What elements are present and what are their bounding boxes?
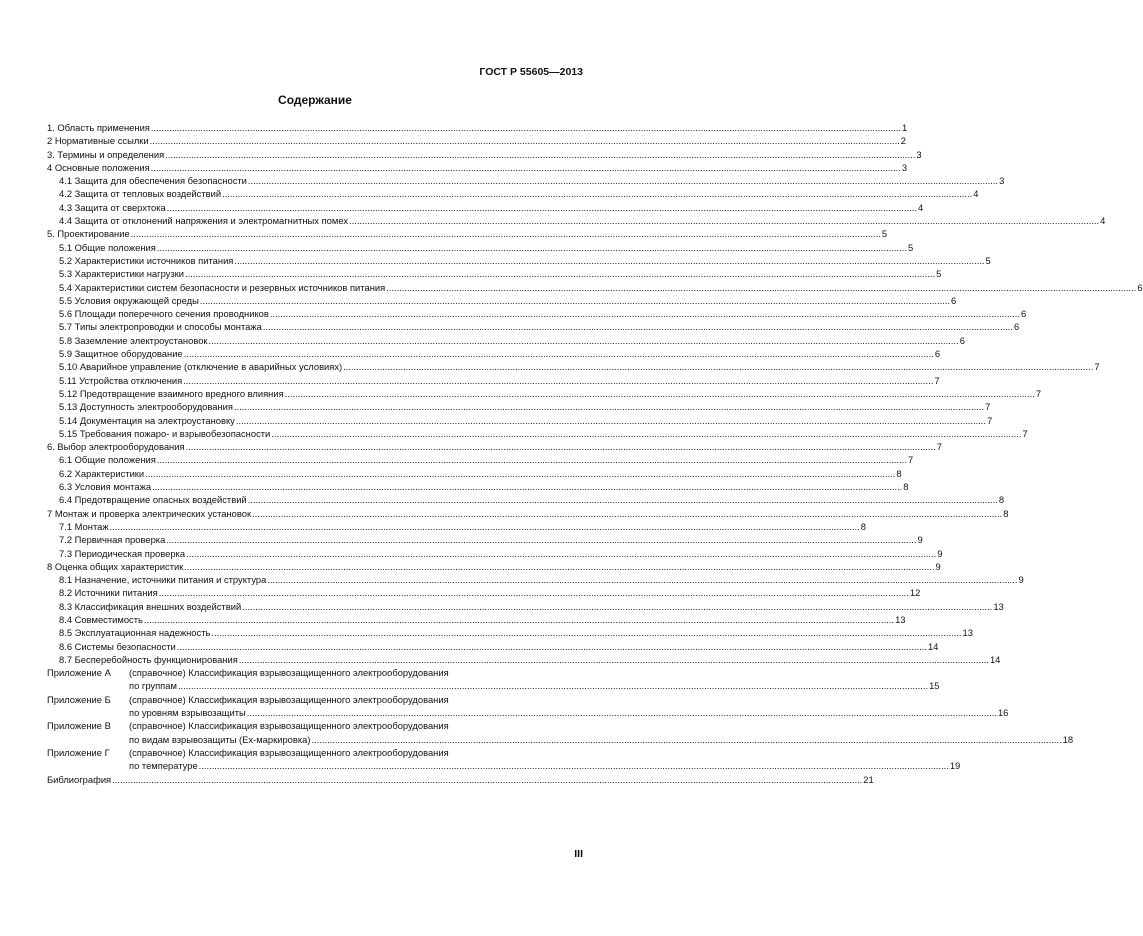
leader-dots: [151, 121, 901, 134]
toc-entry-page: 2: [900, 135, 907, 147]
toc-entry[interactable]: [47, 360, 1100, 373]
leader-dots: [242, 600, 992, 613]
leader-dots: [131, 227, 881, 240]
toc-entry-label: 5. Проектирование: [47, 228, 130, 240]
toc-entry[interactable]: [47, 520, 866, 533]
toc-appendix-body: [129, 693, 1008, 720]
leader-dots: [144, 613, 894, 626]
toc-appendix-subtitle: по уровням взрывозащиты: [129, 707, 246, 719]
toc-entry-page: 4: [973, 188, 979, 200]
leader-dots: [248, 174, 998, 187]
toc-entry[interactable]: [47, 453, 914, 466]
leader-dots: [252, 507, 1002, 520]
leader-dots: [234, 400, 984, 413]
toc-entry[interactable]: [47, 174, 1005, 187]
toc-entry-page: 8: [860, 520, 866, 532]
toc-entry-label: 1. Область применения: [47, 122, 150, 133]
toc-appendix-body: [129, 666, 940, 693]
toc-entry-label: 6. Выбор электрооборудования: [47, 441, 185, 453]
toc-entry-page: 8: [1003, 507, 1009, 519]
toc-appendix-page: 19: [949, 760, 961, 772]
leader-dots: [200, 294, 950, 307]
leader-dots: [248, 493, 998, 506]
leader-dots: [165, 148, 915, 161]
toc-bibliography[interactable]: [47, 773, 874, 786]
toc-entry-page: 13: [895, 613, 906, 625]
leader-dots: [157, 241, 907, 254]
toc-entry-label: 6.3 Условия монтажа: [59, 481, 152, 493]
leader-dots: [343, 360, 1093, 373]
toc-entry-page: 14: [989, 653, 1001, 665]
toc-entry-label: 8.5 Эксплуатационная надежность: [59, 627, 211, 639]
toc-entry-label: 5.1 Общие положения: [59, 241, 156, 253]
toc-entry-page: 5: [881, 228, 888, 240]
toc-appendices: [47, 666, 1074, 772]
toc-entry-label: 5.7 Типы электропроводки и способы монтажа: [59, 321, 262, 333]
toc-entry[interactable]: [47, 134, 907, 147]
leader-dots: [236, 414, 986, 427]
toc-entry-page: 4: [917, 201, 924, 213]
leader-dots: [184, 347, 934, 360]
toc-entry-page: 3: [916, 148, 922, 160]
toc-entry-page: 9: [917, 534, 923, 546]
toc-entry-label: 5.14 Документация на электроустановку: [59, 414, 235, 426]
toc-entry-label: 5.4 Характеристики систем безопасности и резервных источников питания: [59, 281, 386, 293]
toc-appendix-title-line1: (справочное) Классификация взрывозащищенного электрооборудования: [129, 720, 449, 732]
leader-dots: [199, 759, 949, 772]
toc-entry-label: 5.8 Заземление электроустановок: [59, 334, 208, 346]
leader-dots: [166, 533, 916, 546]
leader-dots: [263, 320, 1013, 333]
toc-bibliography-label: Библиография: [47, 773, 112, 785]
toc-entry-page: 1: [902, 122, 908, 133]
toc-entry-page: 4: [1100, 215, 1106, 227]
leader-dots: [150, 134, 900, 147]
toc-entry-page: 9: [937, 547, 943, 559]
toc-entry-page: 3: [901, 161, 908, 173]
toc-entry[interactable]: [47, 241, 914, 254]
toc-entry-label: 2 Нормативные ссылки: [47, 135, 149, 147]
toc-entry-page: 13: [993, 600, 1004, 612]
toc-appendix-body: [129, 719, 1073, 746]
toc-appendix-key: Приложение Г: [47, 746, 110, 758]
toc-entry-page: 13: [962, 627, 973, 639]
toc-entry-page: 6: [1137, 281, 1143, 293]
toc-entry-label: 5.5 Условия окружающей среды: [59, 294, 199, 306]
toc-entry-label: 7.3 Периодическая проверка: [59, 547, 186, 559]
toc-entry-page: 6: [1014, 321, 1020, 333]
toc-entry[interactable]: [47, 347, 941, 360]
toc-entry-page: 7: [1035, 387, 1042, 399]
toc-entry[interactable]: [47, 440, 942, 453]
toc-entry[interactable]: [47, 267, 942, 280]
toc-appendix-title-line2: [129, 706, 1008, 719]
leader-dots: [112, 773, 862, 786]
leader-dots: [270, 307, 1020, 320]
toc-appendix-title-line2: [129, 733, 1073, 746]
leader-dots: [186, 547, 936, 560]
toc-entry-label: 5.11 Устройства отключения: [59, 374, 183, 386]
toc-entry-page: 9: [935, 560, 941, 572]
toc-entry[interactable]: [47, 600, 1004, 613]
leader-dots: [209, 334, 959, 347]
toc-entry-label: 5.13 Доступность электрооборудования: [59, 401, 233, 413]
toc-entry[interactable]: [47, 148, 922, 161]
toc-entry[interactable]: [47, 254, 991, 267]
toc-entry-label: 6.1 Общие положения: [59, 454, 156, 466]
toc-entry-label: 5.3 Характеристики нагрузки: [59, 268, 184, 280]
toc-entry[interactable]: [47, 493, 1005, 506]
toc-entry-page: 7: [1022, 427, 1028, 439]
toc-appendix-subtitle: по температуре: [129, 760, 198, 772]
leader-dots: [178, 679, 928, 692]
toc-appendix-subtitle: по видам взрывозащиты (Ех-маркировка): [129, 733, 311, 745]
toc-entry[interactable]: [47, 400, 991, 413]
toc-entry-label: 5.12 Предотвращение взаимного вредного влияния: [59, 387, 284, 399]
leader-dots: [186, 440, 936, 453]
toc-entry-label: 8 Оценка общих характеристик: [47, 560, 184, 572]
toc-entry-label: 8.6 Системы безопасности: [59, 640, 176, 652]
toc-appendix-key: Приложение А: [47, 667, 111, 679]
toc-entry-page: 6: [1021, 308, 1027, 320]
toc-appendix-title-line1: (справочное) Классификация взрывозащищенного электрооборудования: [129, 693, 449, 705]
toc-entry[interactable]: [47, 387, 1042, 400]
toc-entries: [47, 121, 1143, 666]
toc-entry[interactable]: [47, 427, 1028, 440]
toc-appendix-title-line2: [129, 679, 940, 692]
toc-entry-page: 5: [985, 254, 991, 266]
toc-entry-label: 6.4 Предотвращение опасных воздействий: [59, 494, 247, 506]
toc-entry[interactable]: [47, 374, 940, 387]
toc-entry[interactable]: [47, 294, 957, 307]
toc-appendix[interactable]: [47, 746, 961, 773]
toc-entry-label: 4 Основные положения: [47, 161, 150, 173]
toc-appendix-title-line2: [129, 759, 960, 772]
toc-entry-label: 4.4 Защита от отклонений напряжения и электромагнитных помех: [59, 215, 349, 227]
leader-dots: [285, 387, 1035, 400]
toc-entry[interactable]: [47, 414, 993, 427]
leader-dots: [157, 453, 907, 466]
toc-entry-label: 8.1 Назначение, источники питания и структура: [59, 574, 267, 586]
leader-dots: [185, 267, 935, 280]
toc-entry-page: 3: [999, 175, 1005, 187]
toc-entry-label: 3. Термины и определения: [47, 148, 165, 160]
leader-dots: [184, 560, 934, 573]
toc-entry[interactable]: [47, 640, 939, 653]
toc-appendix[interactable]: [47, 719, 1074, 746]
toc-entry-label: 7 Монтаж и проверка электрических установок: [47, 507, 252, 519]
toc-entry-label: 4.2 Защита от тепловых воздействий: [59, 188, 222, 200]
page-title: Содержание: [278, 93, 352, 107]
toc-entry-page: 6: [951, 294, 957, 306]
toc-entry-page: 8: [903, 481, 909, 493]
leader-dots: [312, 733, 1062, 746]
leader-dots: [239, 653, 989, 666]
toc-entry-label: 5.6 Площади поперечного сечения проводников: [59, 308, 269, 320]
toc-entry-page: 7: [987, 414, 993, 426]
leader-dots: [167, 201, 917, 214]
toc-entry-label: 8.7 Бесперебойность функционирования: [59, 653, 238, 665]
toc-entry-page: 14: [927, 640, 939, 652]
leader-dots: [159, 586, 909, 599]
toc-entry[interactable]: [47, 626, 973, 639]
toc-entry[interactable]: [47, 547, 943, 560]
toc-entry[interactable]: [47, 533, 923, 546]
toc-appendix-key: Приложение Б: [47, 693, 111, 705]
toc-entry[interactable]: [47, 161, 908, 174]
toc-entry-page: 7: [936, 441, 942, 453]
page-number: III: [574, 848, 583, 860]
leader-dots: [110, 520, 860, 533]
toc-appendix-body: [129, 746, 960, 773]
toc-entry[interactable]: [47, 281, 1143, 294]
document-number: ГОСТ Р 55605—2013: [479, 66, 583, 78]
toc-entry-label: 4.1 Защита для обеспечения безопасности: [59, 175, 247, 187]
toc-entry[interactable]: [47, 334, 965, 347]
toc-entry-page: 5: [907, 241, 914, 253]
leader-dots: [234, 254, 984, 267]
table-of-contents: [47, 121, 1143, 786]
toc-entry-label: 6.2 Характеристики: [59, 467, 145, 479]
toc-entry[interactable]: [47, 586, 921, 599]
toc-appendix[interactable]: [47, 666, 940, 693]
toc-appendix-key: Приложение В: [47, 720, 111, 732]
toc-entry-label: 8.2 Источники питания: [59, 587, 158, 599]
toc-entry-page: 9: [1018, 574, 1024, 586]
toc-entry-label: 7.2 Первичная проверка: [59, 534, 166, 546]
leader-dots: [267, 573, 1017, 586]
toc-entry-label: 4.3 Защита от сверхтока: [59, 201, 166, 213]
toc-entry[interactable]: [47, 480, 909, 493]
leader-dots: [183, 374, 933, 387]
toc-appendix-page: 16: [997, 707, 1009, 719]
toc-entry-page: 7: [1094, 361, 1100, 373]
toc-entry[interactable]: [47, 320, 1020, 333]
toc-entry-page: 6: [959, 334, 965, 346]
leader-dots: [222, 187, 972, 200]
leader-dots: [152, 480, 902, 493]
toc-appendix-title-line1: (справочное) Классификация взрывозащищенного электрооборудования: [129, 667, 449, 679]
toc-entry[interactable]: [47, 467, 902, 480]
toc-entry-page: 6: [934, 348, 941, 360]
toc-entry-page: 12: [909, 587, 921, 599]
toc-entry-page: 5: [936, 268, 942, 280]
toc-entry[interactable]: [47, 307, 1027, 320]
toc-entry[interactable]: [47, 573, 1024, 586]
leader-dots: [177, 640, 927, 653]
toc-entry-page: 8: [896, 467, 902, 479]
leader-dots: [247, 706, 997, 719]
toc-entry-label: 5.9 Защитное оборудование: [59, 348, 183, 360]
toc-entry[interactable]: [47, 214, 1106, 227]
toc-entry-label: 7.1 Монтаж: [59, 520, 109, 532]
toc-entry[interactable]: [47, 201, 924, 214]
leader-dots: [271, 427, 1021, 440]
toc-entry-page: 8: [998, 494, 1005, 506]
toc-entry[interactable]: [47, 613, 906, 626]
toc-entry-label: 5.10 Аварийное управление (отключение в аварийных условиях): [59, 361, 343, 373]
leader-dots: [349, 214, 1099, 227]
toc-entry[interactable]: [47, 653, 1001, 666]
toc-appendix-subtitle: по группам: [129, 680, 177, 692]
toc-entry-page: 7: [985, 401, 991, 413]
toc-appendix-page: 18: [1062, 733, 1074, 745]
toc-entry-label: 5.15 Требования пожаро- и взрывобезопасности: [59, 427, 271, 439]
leader-dots: [151, 161, 901, 174]
toc-entry[interactable]: [47, 187, 979, 200]
leader-dots: [386, 281, 1136, 294]
toc-entry-label: 5.2 Характеристики источников питания: [59, 254, 234, 266]
toc-entry-page: 7: [934, 374, 940, 386]
toc-entry[interactable]: [47, 560, 941, 573]
toc-appendix-title-line1: (справочное) Классификация взрывозащищенного электрооборудования: [129, 746, 449, 758]
toc-entry[interactable]: [47, 227, 888, 240]
toc-entry[interactable]: [47, 507, 1009, 520]
toc-entry[interactable]: [47, 121, 908, 134]
toc-entry-page: 7: [907, 454, 914, 466]
toc-appendix[interactable]: [47, 693, 1009, 720]
leader-dots: [211, 626, 961, 639]
toc-appendix-page: 15: [929, 680, 940, 692]
toc-bibliography-page: 21: [863, 773, 874, 785]
leader-dots: [145, 467, 895, 480]
toc-entry-label: 8.3 Классификация внешних воздействий: [59, 600, 242, 612]
toc-entry-label: 8.4 Совместимость: [59, 613, 143, 625]
